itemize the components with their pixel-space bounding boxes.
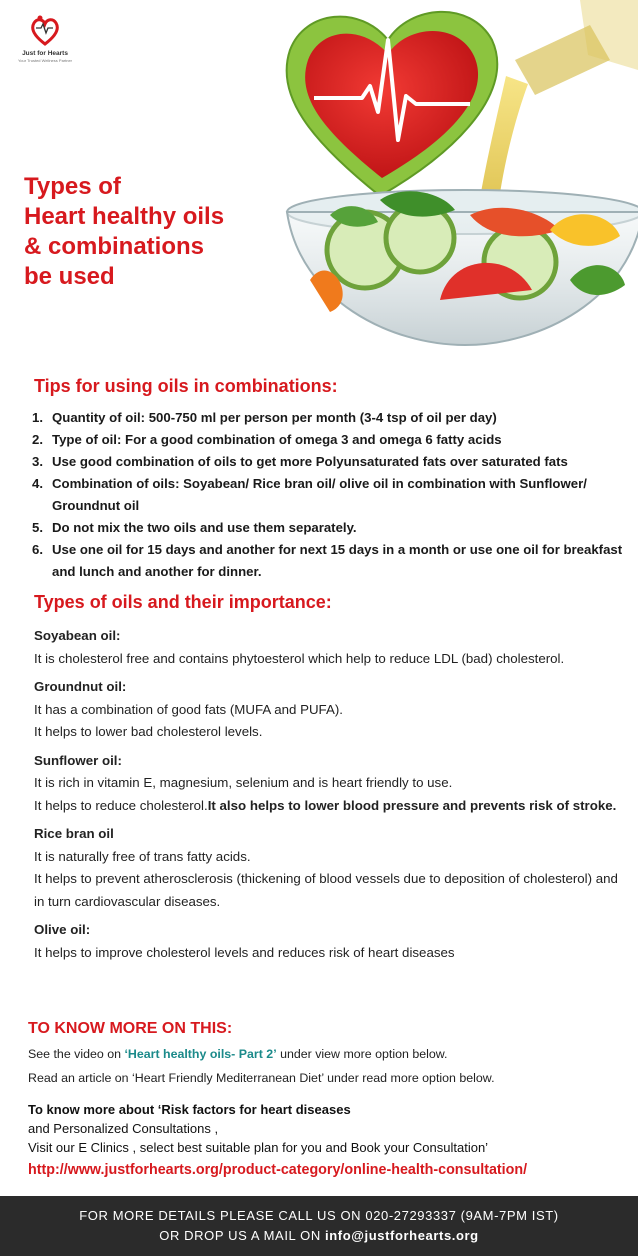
consult-line: To know more about ‘Risk factors for heart diseases [28, 1102, 351, 1117]
tip-number: 3. [32, 454, 43, 469]
tip-text: Do not mix the two oils and use them separately. [52, 520, 357, 535]
logo-tagline: Your Trusted Wellness Partner [17, 58, 73, 63]
list-item [32, 451, 632, 473]
oil-benefit: It is rich in vitamin E, magnesium, selenium and is heart friendly to use. [34, 775, 453, 790]
oil-groundnut [34, 676, 630, 744]
tip-text: Use good combination of oils to get more Polyunsaturated fats over saturated fats [52, 454, 568, 469]
video-note-post: under view more option below. [276, 1047, 448, 1061]
tip-text: Combination of oils: Soyabean/ Rice bran oil/ olive oil in combination with Sunflower/ Groundnut oil [52, 476, 587, 513]
tip-text: Quantity of oil: 500-750 ml per person per month (3-4 tsp of oil per day) [52, 410, 497, 425]
oil-benefit: It is cholesterol free and contains phytoesterol which help to reduce LDL (bad) cholesterol. [34, 650, 565, 666]
oil-soyabean [34, 625, 630, 670]
tips-heading: Tips for using oils in combinations: [34, 376, 338, 396]
tip-number: 5. [32, 520, 43, 535]
oil-ricebran [34, 823, 630, 913]
oil-benefit [34, 795, 630, 818]
title-line: & combinations [24, 233, 205, 260]
video-link[interactable]: ‘Heart healthy oils- Part 2’ [124, 1047, 277, 1061]
article-note: Read an article on ‘Heart Friendly Mediterranean Diet’ under read more option below. [28, 1071, 495, 1085]
title-line: be used [24, 263, 115, 290]
tip-number: 6. [32, 542, 43, 557]
oil-name: Rice bran oil [34, 826, 114, 841]
brand-logo [10, 14, 80, 70]
oil-name: Groundnut oil: [34, 679, 127, 694]
oils-list [34, 625, 630, 970]
tip-text: Type of oil: For a good combination of omega 3 and omega 6 fatty acids [52, 432, 502, 447]
tip-number: 1. [32, 410, 43, 425]
oils-heading: Types of oils and their importance: [34, 592, 332, 612]
list-item [32, 517, 632, 539]
footer-mail-line [0, 1226, 638, 1246]
oil-benefit: It is naturally free of trans fatty acids. [34, 848, 251, 864]
footer-email[interactable]: info@justforhearts.org [325, 1228, 479, 1243]
salad-bowl-illustration [287, 190, 638, 345]
oil-olive [34, 919, 630, 964]
list-item [32, 407, 632, 429]
oil-name: Olive oil: [34, 922, 91, 937]
title-line: Types of [24, 173, 121, 200]
oil-sunflower [34, 750, 630, 818]
page-title [24, 172, 284, 292]
footer-banner [0, 1196, 638, 1256]
tip-number: 4. [32, 476, 43, 491]
video-note-pre: See the video on [28, 1047, 125, 1061]
hero-illustration [270, 0, 638, 370]
consult-line: and Personalized Consultations , [28, 1121, 219, 1136]
know-more-heading: TO KNOW MORE ON THIS: [28, 1020, 233, 1037]
oil-name: Soyabean oil: [34, 628, 121, 643]
oil-benefit-part: It also helps to lower blood pressure and prevents risk of stroke. [207, 797, 617, 813]
oil-benefit: It helps to prevent atherosclerosis (thickening of blood vessels due to deposition of cholesterol) and in turn cardiovascular diseases. [34, 871, 618, 909]
oil-pour-illustration [476, 0, 638, 222]
oil-benefit: It helps to lower bad cholesterol levels. [34, 724, 263, 739]
tips-list [32, 407, 632, 583]
footer-mail-pre: OR DROP US A MAIL ON [159, 1228, 326, 1243]
consultation-info [28, 1100, 488, 1157]
heart-ecg-illustration [287, 12, 498, 196]
oil-name: Sunflower oil: [34, 752, 122, 768]
consultation-link[interactable]: http://www.justforhearts.org/product-category/online-health-consultation/ [28, 1162, 528, 1178]
tip-number: 2. [32, 432, 43, 447]
consult-line: Visit our E Clinics , select best suitable plan for you and Book your Consultation’ [28, 1140, 489, 1155]
title-line: Heart healthy oils [24, 203, 225, 230]
heart-logo-icon [28, 14, 62, 48]
logo-name: Just for Hearts [22, 50, 68, 57]
video-note [28, 1047, 447, 1061]
list-item [32, 473, 632, 517]
list-item [32, 429, 632, 451]
oil-benefit: It helps to improve cholesterol levels and reduces risk of heart diseases [34, 944, 455, 960]
tip-text: Use one oil for 15 days and another for next 15 days in a month or use one oil for breakfast and lunch and another for dinner. [52, 542, 623, 579]
footer-call-line: FOR MORE DETAILS PLEASE CALL US ON 020-27293337 (9AM-7PM IST) [79, 1208, 559, 1223]
list-item [32, 539, 632, 583]
oil-benefit: It has a combination of good fats (MUFA and PUFA). [34, 701, 343, 717]
oil-benefit-part: It helps to reduce cholesterol. [34, 797, 208, 813]
